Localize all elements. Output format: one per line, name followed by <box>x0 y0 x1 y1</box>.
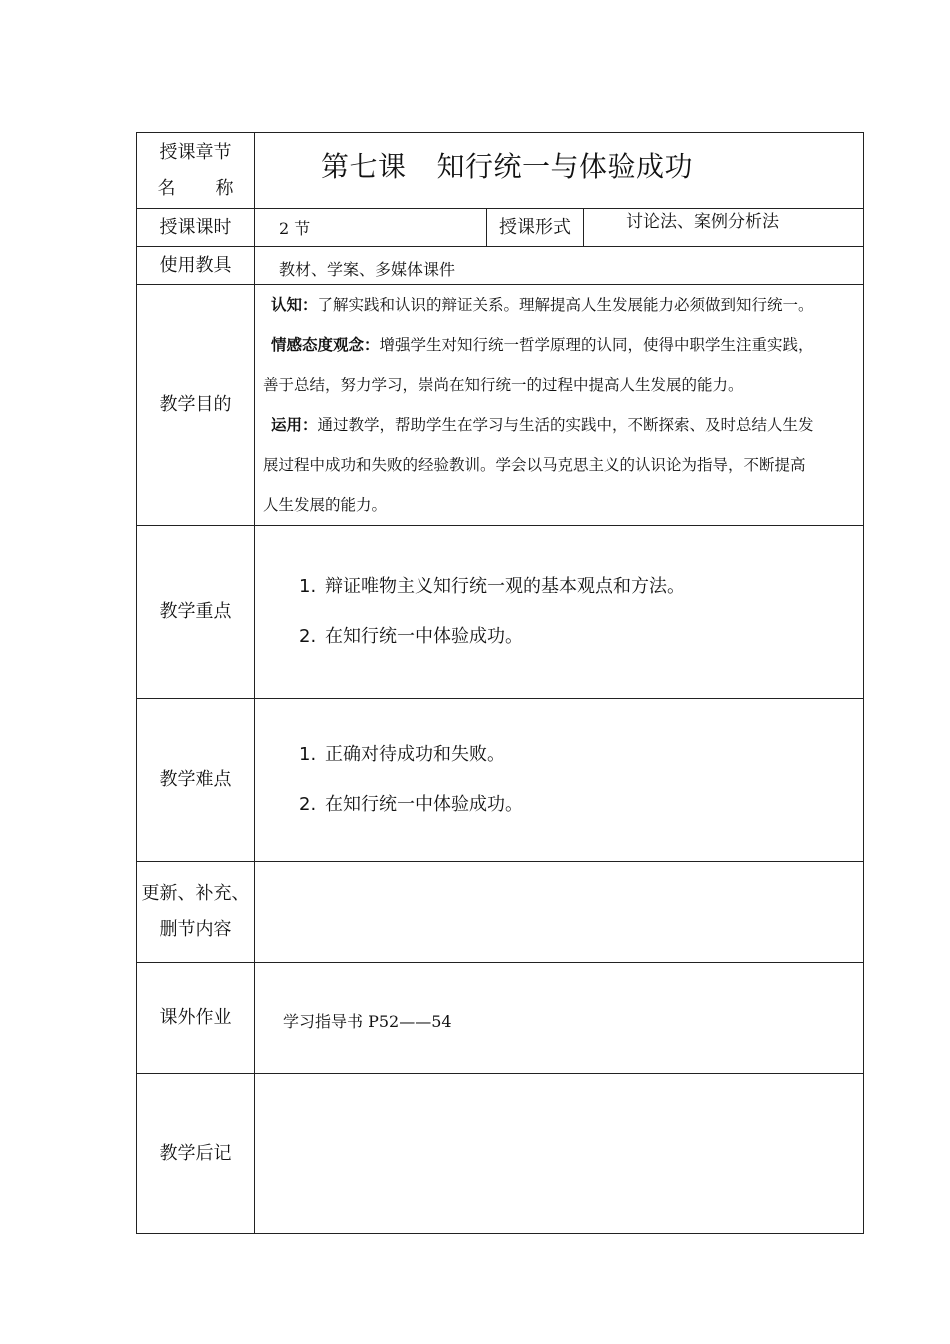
difficulty-text: 正确对待成功和失败。 <box>325 744 505 765</box>
chapter-label-cheng: 称 <box>215 177 234 199</box>
materials-value: 教材、学案、多媒体课件 <box>255 247 864 285</box>
difficulties-row <box>137 699 864 862</box>
hours-label: 授课课时 <box>137 209 255 247</box>
lesson-title: 知行统一与体验成功 <box>436 150 694 183</box>
objective-cognition <box>263 285 857 325</box>
updates-value <box>255 862 864 963</box>
objective-attitude-text: 增强学生对知行统一哲学原理的认同，使得中职学生注重实践， <box>379 336 814 354</box>
updates-label-cell <box>137 862 255 963</box>
chapter-label-cell <box>137 133 255 209</box>
key-point-item <box>299 612 863 662</box>
difficulty-item <box>299 730 863 780</box>
form-label: 授课形式 <box>487 209 584 247</box>
difficulty-item <box>299 780 863 830</box>
objective-attitude <box>263 325 857 365</box>
key-point-text: 在知行统一中体验成功。 <box>325 626 523 647</box>
chapter-label-line2 <box>137 171 254 207</box>
objective-attitude-cont: 善于总结，努力学习，崇尚在知行统一的过程中提高人生发展的能力。 <box>263 376 744 394</box>
reflection-value <box>255 1074 864 1234</box>
key-points-list <box>255 562 863 662</box>
difficulty-number: 1. <box>299 744 317 765</box>
objective-application-text: 通过教学，帮助学生在学习与生活的实践中，不断探索、及时总结人生发 <box>317 416 814 434</box>
objective-application-cont2: 人生发展的能力。 <box>263 496 388 514</box>
difficulties-list <box>255 730 863 830</box>
form-value: 讨论法、案例分析法 <box>584 209 864 247</box>
objective-application <box>263 405 857 445</box>
lesson-title-cell <box>255 133 864 209</box>
difficulty-number: 2. <box>299 794 317 815</box>
difficulties-cell <box>255 699 864 862</box>
lesson-number: 第七课 <box>321 150 407 183</box>
objective-application-head: 运用： <box>271 416 318 434</box>
updates-row <box>137 862 864 963</box>
chapter-label-ming: 名 <box>157 177 176 199</box>
key-points-label: 教学重点 <box>137 526 255 699</box>
updates-label-line2: 删节内容 <box>159 919 232 940</box>
key-points-cell <box>255 526 864 699</box>
objectives-row <box>137 285 864 526</box>
key-point-number: 2. <box>299 626 317 647</box>
materials-label: 使用教具 <box>137 247 255 285</box>
objectives-label: 教学目的 <box>137 285 255 526</box>
reflection-label: 教学后记 <box>137 1074 255 1234</box>
chapter-label-line1: 授课章节 <box>159 141 232 163</box>
lesson-plan-table <box>136 132 864 1234</box>
key-point-text: 辩证唯物主义知行统一观的基本观点和方法。 <box>325 576 685 597</box>
objective-attitude-head: 情感态度观念： <box>271 336 380 354</box>
difficulties-label: 教学难点 <box>137 699 255 862</box>
updates-label-line1: 更新、补充、 <box>141 883 250 904</box>
key-point-number: 1. <box>299 576 317 597</box>
reflection-row <box>137 1074 864 1234</box>
hours-value: 2 节 <box>255 209 487 247</box>
objective-cognition-head: 认知： <box>271 296 318 314</box>
objective-cognition-text: 了解实践和认识的辩证关系。理解提高人生发展能力必须做到知行统一。 <box>317 296 814 314</box>
objectives-cell <box>255 285 864 526</box>
homework-value: 学习指导书 P52——54 <box>255 963 864 1074</box>
chapter-row <box>137 133 864 209</box>
homework-label: 课外作业 <box>137 963 255 1074</box>
hours-row <box>137 209 864 247</box>
homework-row <box>137 963 864 1074</box>
difficulty-text: 在知行统一中体验成功。 <box>325 794 523 815</box>
objective-application-cont: 展过程中成功和失败的经验教训。学会以马克思主义的认识论为指导，不断提高 <box>263 456 806 474</box>
key-points-row <box>137 526 864 699</box>
materials-row <box>137 247 864 285</box>
key-point-item <box>299 562 863 612</box>
